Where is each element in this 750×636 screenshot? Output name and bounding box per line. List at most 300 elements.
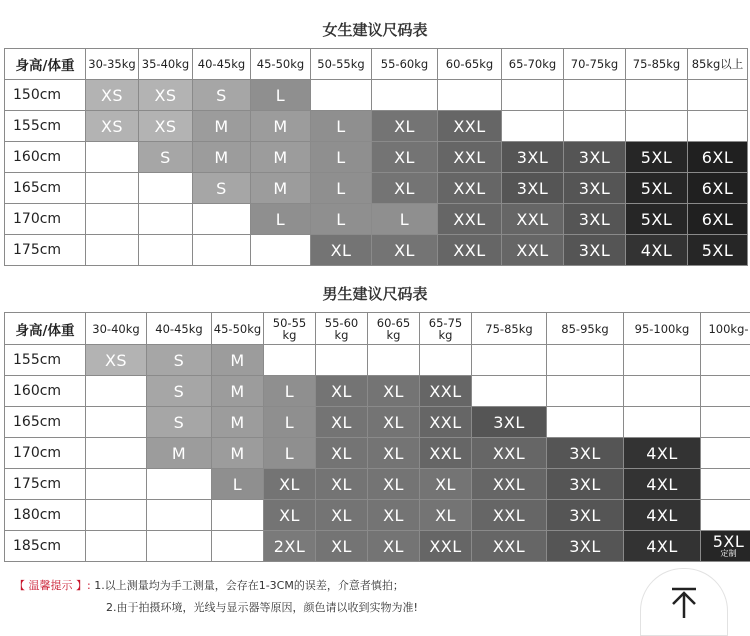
men-size-cell: [624, 438, 701, 469]
women-size-cell: [626, 142, 688, 173]
men-size-cell: [472, 469, 547, 500]
women-size-value: XL: [394, 117, 415, 136]
men-size-cell: [701, 500, 750, 531]
women-size-cell: [86, 142, 139, 173]
men-table-row: [5, 438, 750, 469]
women-size-cell: [311, 173, 372, 204]
women-size-value: XS: [101, 86, 123, 105]
men-size-value: XL: [435, 475, 456, 494]
women-size-cell: [372, 80, 438, 111]
men-size-cell: [472, 407, 547, 438]
men-size-cell: [86, 469, 147, 500]
women-size-value: S: [216, 179, 227, 198]
tips-line-2: 2.由于拍摄环境，光线与显示器等原因，颜色请以收到实物为准!: [14, 597, 418, 619]
women-weight-header: 35-40kg: [139, 49, 193, 80]
women-size-cell: [688, 173, 748, 204]
women-size-value: XXL: [516, 210, 548, 229]
women-size-value: L: [336, 210, 345, 229]
men-size-cell: [701, 438, 750, 469]
women-size-cell: [626, 235, 688, 266]
men-size-value: XL: [383, 444, 404, 463]
men-size-value: XL: [331, 475, 352, 494]
men-size-value: XXL: [429, 382, 461, 401]
women-size-cell: [502, 142, 564, 173]
men-height-label: 185cm: [5, 531, 86, 562]
women-size-value: M: [273, 148, 287, 167]
women-size-value: XL: [394, 148, 415, 167]
women-size-cell: [564, 111, 626, 142]
women-size-value: M: [273, 179, 287, 198]
men-size-value: L: [285, 382, 294, 401]
men-size-cell: [212, 376, 264, 407]
women-size-cell: [688, 111, 748, 142]
women-size-value: XXL: [453, 117, 485, 136]
men-weight-header: 100kg-: [701, 313, 750, 345]
women-size-cell: [311, 111, 372, 142]
men-size-value: XXL: [493, 475, 525, 494]
men-size-cell: [420, 469, 472, 500]
men-size-value: M: [230, 351, 244, 370]
women-size-cell: [251, 173, 311, 204]
women-table-row: [5, 80, 748, 111]
women-table-title: 女生建议尺码表: [0, 19, 750, 40]
women-size-cell: [564, 173, 626, 204]
women-size-value: 3XL: [517, 179, 549, 198]
women-size-cell: [688, 80, 748, 111]
men-size-value: 3XL: [569, 444, 601, 463]
women-size-cell: [86, 204, 139, 235]
men-size-value: XL: [279, 475, 300, 494]
women-size-cell: [139, 204, 193, 235]
women-size-value: 3XL: [579, 241, 611, 260]
women-size-value: M: [214, 148, 228, 167]
women-size-cell: [86, 111, 139, 142]
men-height-label: 170cm: [5, 438, 86, 469]
men-weight-header: 30-40kg: [86, 313, 147, 345]
custom-note: 定制: [701, 549, 750, 558]
men-height-label: 165cm: [5, 407, 86, 438]
tips-block: [14, 575, 418, 619]
women-weight-header: 65-70kg: [502, 49, 564, 80]
women-weight-header: 55-60kg: [372, 49, 438, 80]
women-size-cell: [438, 142, 502, 173]
men-size-cell: [212, 531, 264, 562]
men-table-row: [5, 345, 750, 376]
women-size-value: 5XL: [641, 179, 673, 198]
men-size-value: L: [285, 444, 294, 463]
men-size-cell: [316, 345, 368, 376]
men-size-value: XXL: [429, 444, 461, 463]
women-size-cell: [688, 235, 748, 266]
men-size-cell: [86, 531, 147, 562]
women-size-cell: [438, 235, 502, 266]
women-weight-header: 50-55kg: [311, 49, 372, 80]
women-size-cell: [438, 173, 502, 204]
women-size-cell: [193, 173, 251, 204]
women-size-value: 3XL: [517, 148, 549, 167]
women-size-value: L: [400, 210, 409, 229]
women-weight-header: 45-50kg: [251, 49, 311, 80]
women-size-value: 4XL: [641, 241, 673, 260]
women-size-value: XL: [394, 241, 415, 260]
men-size-value: L: [285, 413, 294, 432]
men-size-cell: [212, 438, 264, 469]
men-size-value: S: [174, 413, 185, 432]
men-size-value: 3XL: [569, 537, 601, 556]
women-size-value: XXL: [516, 241, 548, 260]
men-size-cell: [547, 500, 624, 531]
men-size-cell: [147, 345, 212, 376]
women-size-cell: [311, 204, 372, 235]
women-size-cell: [193, 142, 251, 173]
men-table-row: [5, 407, 750, 438]
men-size-value: 4XL: [646, 444, 678, 463]
women-size-cell: [311, 142, 372, 173]
men-size-cell: [147, 438, 212, 469]
women-size-cell: [139, 80, 193, 111]
men-size-cell: [624, 407, 701, 438]
men-size-value: XXL: [429, 537, 461, 556]
women-size-cell: [502, 111, 564, 142]
women-size-cell: [372, 142, 438, 173]
women-height-label: 175cm: [5, 235, 86, 266]
women-table-row: [5, 142, 748, 173]
women-size-value: 5XL: [702, 241, 734, 260]
men-size-cell: [212, 407, 264, 438]
men-size-cell: [86, 407, 147, 438]
women-size-value: M: [214, 117, 228, 136]
men-weight-header: 55-60 kg: [316, 313, 368, 345]
men-size-cell: [212, 500, 264, 531]
men-size-value: 4XL: [646, 506, 678, 525]
men-size-cell: [212, 345, 264, 376]
women-size-cell: [502, 173, 564, 204]
women-size-value: 3XL: [579, 179, 611, 198]
women-size-cell: [438, 80, 502, 111]
men-size-cell: [420, 531, 472, 562]
women-size-cell: [372, 204, 438, 235]
men-size-cell: [701, 469, 750, 500]
women-size-cell: [438, 204, 502, 235]
women-corner-label: 身高/体重: [5, 49, 86, 80]
men-size-value: 3XL: [493, 413, 525, 432]
men-size-cell: [420, 438, 472, 469]
women-size-cell: [193, 80, 251, 111]
men-size-value: M: [230, 444, 244, 463]
men-size-value: 2XL: [274, 537, 306, 556]
women-height-label: 155cm: [5, 111, 86, 142]
men-size-cell: [547, 345, 624, 376]
women-size-table: [4, 48, 748, 266]
men-weight-header: 85-95kg: [547, 313, 624, 345]
men-size-cell: [212, 469, 264, 500]
back-to-top-button[interactable]: [640, 568, 728, 636]
women-size-cell: [139, 111, 193, 142]
men-table-row: [5, 469, 750, 500]
women-size-value: 3XL: [579, 210, 611, 229]
men-size-value: XL: [383, 537, 404, 556]
men-size-cell: [86, 376, 147, 407]
women-size-cell: [251, 235, 311, 266]
men-size-value: 3XL: [569, 506, 601, 525]
women-size-cell: [311, 235, 372, 266]
men-size-value: 4XL: [646, 537, 678, 556]
men-size-cell: [147, 376, 212, 407]
men-size-value: XXL: [493, 444, 525, 463]
men-size-cell: [264, 469, 316, 500]
women-weight-header: 75-85kg: [626, 49, 688, 80]
women-size-cell: [372, 235, 438, 266]
women-size-value: XXL: [453, 148, 485, 167]
men-size-cell: [368, 345, 420, 376]
men-size-value: XL: [331, 413, 352, 432]
men-table-row: [5, 531, 750, 562]
women-size-cell: [626, 204, 688, 235]
men-size-cell: [624, 345, 701, 376]
men-size-cell: [624, 469, 701, 500]
men-size-cell: [624, 500, 701, 531]
men-size-cell: [368, 500, 420, 531]
women-size-value: 6XL: [702, 210, 734, 229]
men-size-value: XL: [383, 475, 404, 494]
men-weight-header: 75-85kg: [472, 313, 547, 345]
women-size-value: L: [336, 179, 345, 198]
men-size-cell: [420, 376, 472, 407]
women-size-cell: [193, 204, 251, 235]
men-size-cell: [316, 500, 368, 531]
women-size-cell: [86, 173, 139, 204]
men-size-cell: [472, 376, 547, 407]
men-size-value: L: [233, 475, 242, 494]
men-table-row: [5, 376, 750, 407]
tips-text-1: 1.以上测量均为手工测量，会存在1-3CM的误差，介意者慎拍；: [94, 579, 404, 592]
women-size-cell: [564, 204, 626, 235]
men-size-cell: [420, 345, 472, 376]
men-size-cell: [147, 531, 212, 562]
men-size-value: XXL: [493, 537, 525, 556]
men-size-value: M: [172, 444, 186, 463]
men-size-cell: [86, 500, 147, 531]
women-size-cell: [139, 142, 193, 173]
men-size-cell: [147, 469, 212, 500]
women-size-cell: [139, 173, 193, 204]
men-weight-header: 45-50kg: [212, 313, 264, 345]
women-size-value: L: [336, 117, 345, 136]
women-size-value: 6XL: [702, 148, 734, 167]
men-size-cell: [316, 469, 368, 500]
women-size-cell: [251, 111, 311, 142]
men-size-cell: [368, 438, 420, 469]
women-size-value: L: [276, 210, 285, 229]
men-size-value: XL: [331, 444, 352, 463]
men-size-cell: [547, 376, 624, 407]
women-size-cell: [626, 111, 688, 142]
women-size-cell: [688, 142, 748, 173]
women-weight-header: 85kg以上: [688, 49, 748, 80]
arrow-up-icon: [670, 587, 698, 619]
tips-line-1: [14, 575, 418, 597]
women-size-value: XS: [154, 117, 176, 136]
women-weight-header: 40-45kg: [193, 49, 251, 80]
men-size-cell: [624, 376, 701, 407]
men-size-value: XXL: [429, 413, 461, 432]
men-size-value: XL: [383, 382, 404, 401]
men-size-cell: [472, 531, 547, 562]
men-height-label: 180cm: [5, 500, 86, 531]
women-size-cell: [86, 80, 139, 111]
men-size-value: S: [174, 351, 185, 370]
women-size-cell: [688, 204, 748, 235]
women-size-value: 3XL: [579, 148, 611, 167]
women-size-cell: [564, 80, 626, 111]
women-size-value: M: [273, 117, 287, 136]
women-header-row: [5, 49, 748, 80]
men-size-cell: [316, 531, 368, 562]
women-size-cell: [502, 204, 564, 235]
women-size-value: L: [276, 86, 285, 105]
men-size-cell: [86, 345, 147, 376]
men-size-cell: [368, 531, 420, 562]
men-height-label: 160cm: [5, 376, 86, 407]
men-size-cell: [264, 345, 316, 376]
women-size-cell: [502, 235, 564, 266]
men-size-value: S: [174, 382, 185, 401]
women-size-cell: [564, 142, 626, 173]
men-size-cell: [472, 438, 547, 469]
women-size-value: 5XL: [641, 148, 673, 167]
women-size-value: XL: [394, 179, 415, 198]
women-size-cell: [502, 80, 564, 111]
men-size-cell: [472, 345, 547, 376]
men-size-cell: [316, 376, 368, 407]
women-table-row: [5, 173, 748, 204]
women-table-row: [5, 235, 748, 266]
men-size-table: [4, 312, 750, 562]
men-size-cell: [316, 438, 368, 469]
women-size-cell: [139, 235, 193, 266]
women-table-row: [5, 111, 748, 142]
men-size-value: 4XL: [646, 475, 678, 494]
women-size-value: S: [160, 148, 171, 167]
men-weight-header: 40-45kg: [147, 313, 212, 345]
men-size-value: XL: [279, 506, 300, 525]
men-size-value: XL: [331, 506, 352, 525]
women-weight-header: 60-65kg: [438, 49, 502, 80]
men-size-cell: [547, 531, 624, 562]
women-size-value: S: [216, 86, 227, 105]
women-size-value: L: [336, 148, 345, 167]
men-size-value: 3XL: [569, 475, 601, 494]
men-size-cell: [624, 531, 701, 562]
men-weight-header: 65-75 kg: [420, 313, 472, 345]
women-size-cell: [251, 80, 311, 111]
men-size-cell: [368, 407, 420, 438]
men-size-cell: [264, 376, 316, 407]
women-height-label: 160cm: [5, 142, 86, 173]
men-size-value: 5XL: [713, 532, 745, 551]
men-size-cell: [147, 407, 212, 438]
men-size-cell: [147, 500, 212, 531]
men-size-value: M: [230, 382, 244, 401]
men-size-value: XS: [105, 351, 127, 370]
men-size-cell: [701, 407, 750, 438]
women-size-value: 6XL: [702, 179, 734, 198]
men-weight-header: 50-55 kg: [264, 313, 316, 345]
men-size-cell: [316, 407, 368, 438]
women-size-cell: [251, 142, 311, 173]
men-size-value: XL: [331, 537, 352, 556]
women-size-cell: [251, 204, 311, 235]
women-size-cell: [564, 235, 626, 266]
women-height-label: 165cm: [5, 173, 86, 204]
women-size-cell: [626, 80, 688, 111]
men-size-cell: [472, 500, 547, 531]
tips-label: 【 温馨提示 】:: [14, 579, 91, 592]
women-size-cell: [372, 173, 438, 204]
women-size-value: XS: [154, 86, 176, 105]
men-size-cell: [701, 531, 750, 562]
men-table-row: [5, 500, 750, 531]
men-size-cell: [547, 407, 624, 438]
men-header-row: [5, 313, 750, 345]
men-size-cell: [420, 407, 472, 438]
women-size-cell: [372, 111, 438, 142]
men-size-cell: [264, 531, 316, 562]
men-height-label: 155cm: [5, 345, 86, 376]
women-size-cell: [86, 235, 139, 266]
men-height-label: 175cm: [5, 469, 86, 500]
men-size-value: XL: [331, 382, 352, 401]
women-size-cell: [438, 111, 502, 142]
women-size-value: XXL: [453, 241, 485, 260]
women-height-label: 150cm: [5, 80, 86, 111]
women-size-value: XS: [101, 117, 123, 136]
women-height-label: 170cm: [5, 204, 86, 235]
men-weight-header: 60-65 kg: [368, 313, 420, 345]
men-size-cell: [368, 376, 420, 407]
men-size-cell: [264, 438, 316, 469]
men-size-value: M: [230, 413, 244, 432]
men-size-cell: [701, 345, 750, 376]
men-size-cell: [701, 376, 750, 407]
men-corner-label: 身高/体重: [5, 313, 86, 345]
men-table-title: 男生建议尺码表: [0, 283, 750, 304]
men-size-cell: [86, 438, 147, 469]
men-size-cell: [264, 407, 316, 438]
men-size-cell: [420, 500, 472, 531]
women-size-cell: [311, 80, 372, 111]
men-size-value: XL: [435, 506, 456, 525]
men-weight-header: 95-100kg: [624, 313, 701, 345]
women-size-cell: [193, 111, 251, 142]
women-size-value: XL: [331, 241, 352, 260]
women-size-value: 5XL: [641, 210, 673, 229]
men-size-cell: [547, 469, 624, 500]
men-size-cell: [547, 438, 624, 469]
men-size-cell: [368, 469, 420, 500]
women-size-value: XXL: [453, 179, 485, 198]
men-size-value: XL: [383, 506, 404, 525]
women-table-row: [5, 204, 748, 235]
women-weight-header: 30-35kg: [86, 49, 139, 80]
men-size-cell: [264, 500, 316, 531]
men-size-value: XL: [383, 413, 404, 432]
men-size-value: XXL: [493, 506, 525, 525]
women-size-cell: [193, 235, 251, 266]
women-size-cell: [626, 173, 688, 204]
women-size-value: XXL: [453, 210, 485, 229]
women-weight-header: 70-75kg: [564, 49, 626, 80]
